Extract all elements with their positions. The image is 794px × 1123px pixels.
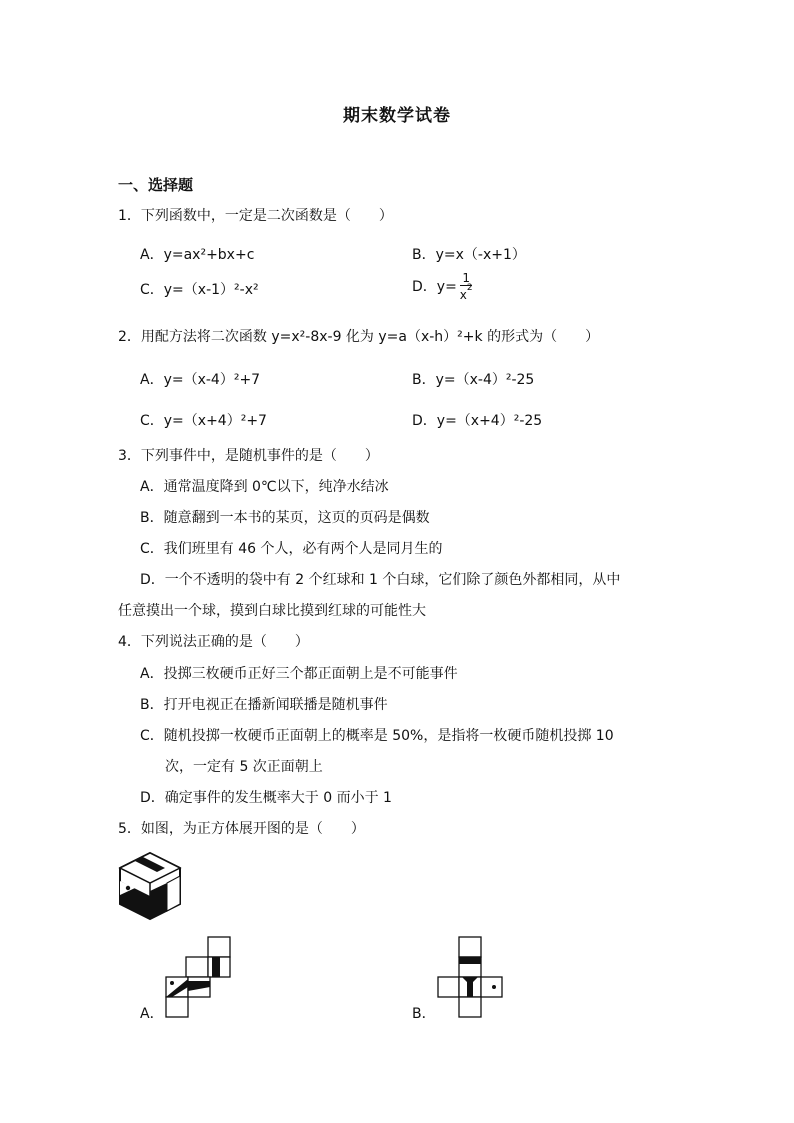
question-1-option-c: C．y=（x-1）²-x² [140,282,259,298]
net-option-b [436,935,506,1019]
question-4-stem: 4．下列说法正确的是（ ） [118,634,309,650]
page-title: 期末数学试卷 [343,106,451,126]
question-4-option-c-line1: C．随机投掷一枚硬币正面朝上的概率是 50%，是指将一枚硬币随机投掷 10 [140,728,614,744]
question-5-option-b-label: B． [412,1006,436,1022]
fraction-denominator [458,283,475,302]
question-4-option-c-line2: 次，一定有 5 次正面朝上 [165,759,323,775]
question-3-option-a: A．通常温度降到 0℃以下，纯净水结冰 [140,479,389,495]
net-option-a [160,935,240,1019]
question-5-stem: 5．如图，为正方体展开图的是（ ） [118,821,365,837]
question-4-option-a: A．投掷三枚硬币正好三个都正面朝上是不可能事件 [140,666,458,682]
question-2-option-d: D．y=（x+4）²-25 [412,413,543,429]
fraction [458,272,475,302]
fraction-denominator-base: x [459,288,467,302]
fraction-denominator-exponent: 2 [466,283,473,293]
question-3-option-b: B．随意翻到一本书的某页，这页的页码是偶数 [140,510,430,526]
question-1-option-b: B．y=x（-x+1） [412,247,526,263]
question-2-stem: 2．用配方法将二次函数 y=x²-8x-9 化为 y=a（x-h）²+k 的形式为（ ） [118,329,600,345]
question-3-option-c: C．我们班里有 46 个人，必有两个人是同月生的 [140,541,443,557]
question-2-option-c: C．y=（x+4）²+7 [140,413,267,429]
question-1-option-d [412,272,475,302]
question-3-option-d-line1: D．一个不透明的袋中有 2 个红球和 1 个白球，它们除了颜色外都相同，从中 [140,572,621,588]
question-4-option-d: D．确定事件的发生概率大于 0 而小于 1 [140,790,392,806]
question-5-option-a-label: A． [140,1006,164,1022]
question-3-stem: 3．下列事件中，是随机事件的是（ ） [118,448,379,464]
section-heading: 一、选择题 [118,176,194,194]
question-2-option-b: B．y=（x-4）²-25 [412,372,535,388]
question-1-option-a: A．y=ax²+bx+c [140,247,255,263]
fraction-numerator: 1 [462,271,471,285]
question-4-option-b: B．打开电视正在播新闻联播是随机事件 [140,697,388,713]
question-2-option-a: A．y=（x-4）²+7 [140,372,261,388]
question-1-stem: 1．下列函数中，一定是二次函数是（ ） [118,208,393,224]
question-3-option-d-line2: 任意摸出一个球，摸到白球比摸到红球的可能性大 [118,603,426,619]
cube-figure [117,851,183,921]
question-1-option-d-prefix: D．y= [412,279,457,295]
